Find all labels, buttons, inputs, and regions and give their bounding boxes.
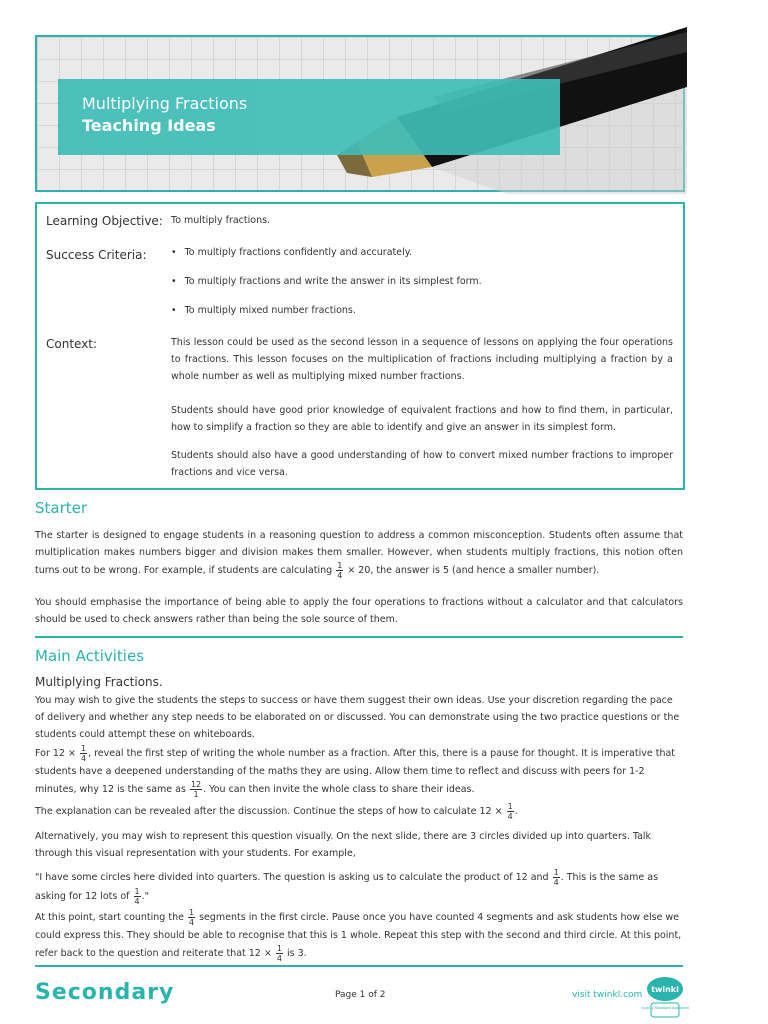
context-paragraph: Students should have good prior knowledge of equivalent fractions and how to find them, in particular, how to simplify a fraction so they are able to identify and give an answer in its simplest form. — [171, 405, 673, 433]
fraction: $\frac{1}{4}$ — [553, 868, 559, 887]
main-activities-title: Main Activities — [35, 647, 145, 665]
starter-paragraph: The starter is designed to engage students in a reasoning question to address a common misconception. Students often assume that multiplication makes numbers bigger and division makes them smaller. However, when students multiply fractions, this notion often turns out to be wrong. For example, if students are calculating $\frac{1}{4}$ × 20, the answer is 5 (and hence a smaller number). — [35, 530, 683, 580]
main-paragraph: At this point, start counting the $\frac{1}{4}$ segments in the first circle. Pause once you have counted 4 segments and ask students how else we could express this. They should be able to recognise that this is 1 whole. Repeat this step with the second and third circle. At this point, refer back to the question and reiterate that 12 × $\frac{1}{4}$ is 3. — [35, 908, 682, 963]
twinkl-link[interactable]: visit twinkl.com — [572, 990, 643, 1000]
success-item: • To multiply fractions and write the answer in its simplest form. — [171, 276, 482, 287]
title-box — [58, 79, 560, 155]
footer-brand: Secondary — [35, 980, 175, 1005]
fraction: $\frac{1}{4}$ — [276, 944, 282, 963]
context-paragraph: This lesson could be used as the second lesson in a sequence of lessons on applying the four operations to fractions. This lesson focuses on the multiplication of fractions including multiplying a fraction by a whole number as well as multiplying mixed number fractions. — [171, 337, 673, 382]
svg-text:twinkl: twinkl — [651, 985, 679, 994]
section-divider — [35, 636, 683, 638]
fraction: $\frac{1}{4}$ — [188, 908, 195, 927]
main-subtitle: Multiplying Fractions. — [35, 675, 163, 689]
context-paragraph: Students should also have a good understanding of how to convert mixed number fractions to improper fractions and vice versa. — [171, 450, 673, 478]
main-paragraph: The explanation can be revealed after the discussion. Continue the steps of how to calculate 12 × $\frac{1}{4}$ . — [35, 802, 518, 821]
fraction: $\frac{1}{4}$ — [337, 561, 343, 580]
fraction: $\frac{1}{4}$ — [134, 887, 140, 906]
starter-paragraph: You should emphasise the importance of being able to apply the four operations to fractions without a calculator and that calculators should be used to check answers rather than being the sole source of them. — [35, 597, 683, 625]
svg-text:Quality Standard Approved: Quality Standard Approved — [641, 1006, 689, 1010]
learning-objective-text: To multiply fractions. — [171, 215, 271, 226]
context-label: Context: — [46, 337, 98, 351]
title-line1: Multiplying Fractions — [82, 94, 248, 113]
fraction: $\frac{1}{4}$ — [80, 744, 87, 763]
main-paragraph: Alternatively, you may wish to represent this question visually. On the next slide, there are 3 circles divided up into quarters. Talk through this visual representation with your students. For example, — [35, 831, 652, 859]
success-criteria-label: Success Criteria: — [46, 248, 147, 262]
starter-title: Starter — [35, 499, 88, 517]
learning-objective-label: Learning Objective: — [46, 214, 163, 228]
footer-divider — [35, 965, 683, 967]
fraction: $\frac{1}{4}$ — [507, 802, 513, 821]
success-item: • To multiply mixed number fractions. — [171, 305, 356, 316]
title-line2: Teaching Ideas — [82, 116, 216, 135]
header-banner — [35, 35, 685, 192]
success-item: • To multiply fractions confidently and accurately. — [171, 247, 412, 258]
main-paragraph: For 12 × $\frac{1}{4}$ , reveal the first step of writing the whole number as a fraction. After this, there is a pause for thought. It is imperative that students have a deepened understanding of the maths they are using. Allow them time to reflect and discuss with peers for 1-2 minutes, why 12 is the same as $\frac{12}{1}$ . You can then invite the whole class to share their ideas. — [35, 744, 676, 799]
objectives-box — [35, 202, 685, 490]
page-number: Page 1 of 2 — [335, 990, 386, 1000]
fraction: $\frac{12}{1}$ — [190, 780, 202, 799]
main-paragraph: You may wish to give the students the steps to success or have them suggest their own ideas. Use your discretion regarding the pace of delivery and whether any step needs to be elaborated on or discussed. You can demonstrate using the two practice questions or the students could attempt these on whiteboards. — [35, 695, 680, 740]
quality-badge-icon — [641, 973, 689, 1023]
main-paragraph: "I have some circles here divided into quarters. The question is asking us to calculate the product of 12 and $\frac{1}{4}$ . This is the same as asking for 12 lots of $\frac{1}{4}$ ." — [35, 868, 659, 906]
